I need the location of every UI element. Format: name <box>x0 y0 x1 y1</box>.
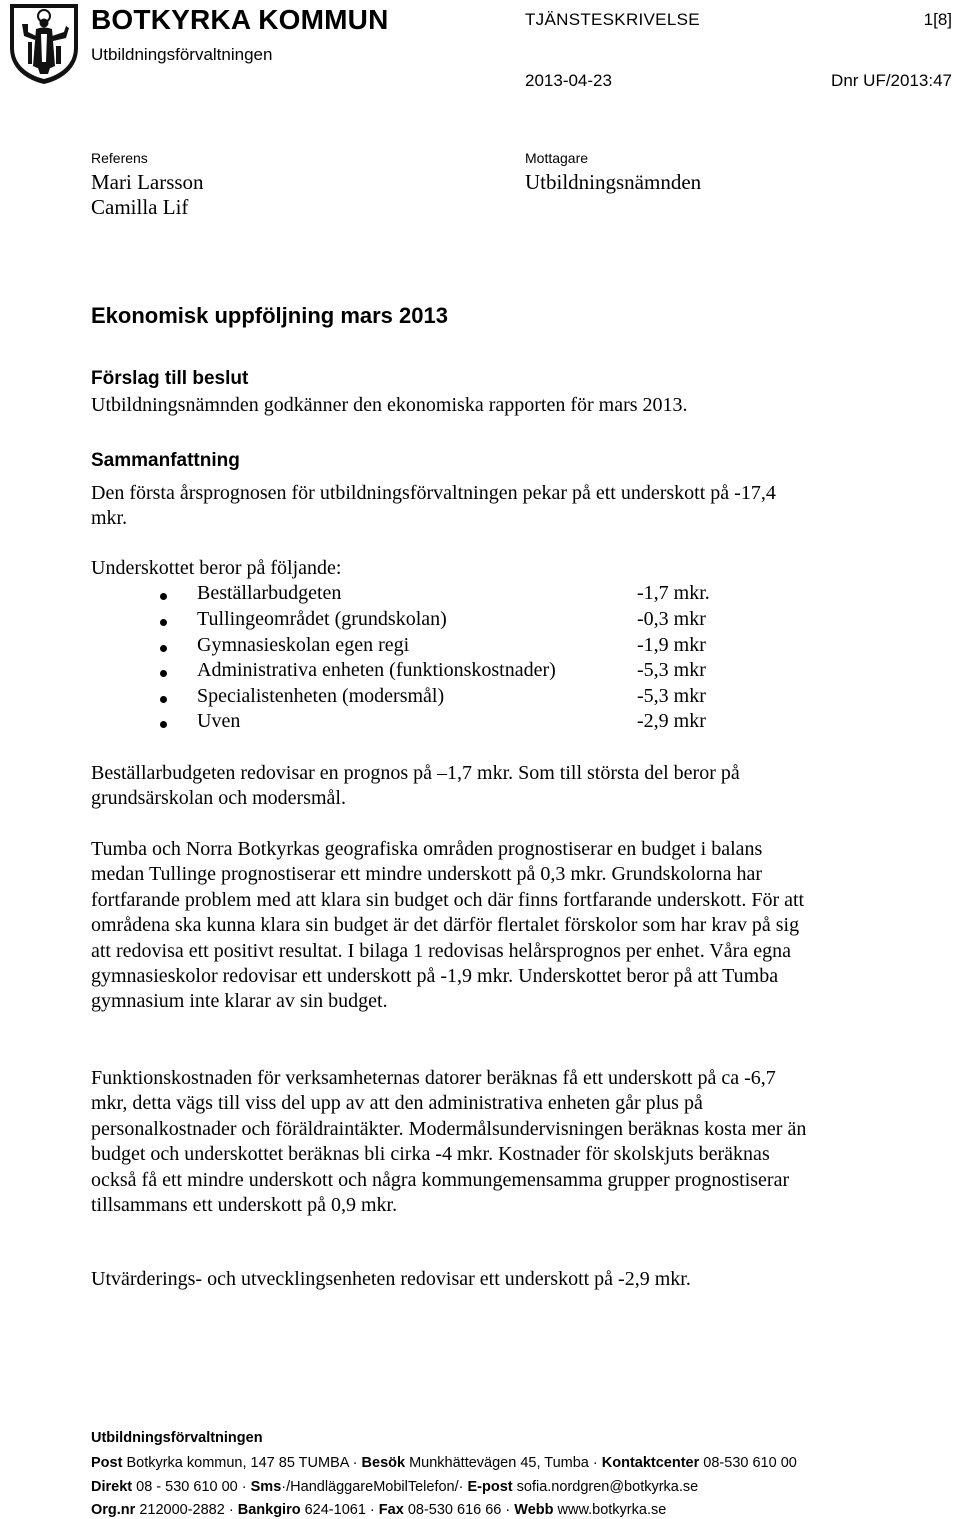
direct-label: Direkt <box>91 1479 133 1495</box>
summary-text: Den första årsprognosen för utbildningsförvaltningen pekar på ett underskott på -17,4 mkr. <box>91 482 776 530</box>
separator: · <box>352 1455 358 1471</box>
bullet-icon <box>160 696 167 703</box>
page-number: 1[8] <box>923 10 952 29</box>
item-amount: -2,9 mkr <box>637 710 706 732</box>
document-date: 2013-04-23 <box>525 71 612 90</box>
body-paragraph: Funktionskostnaden för verksamheternas datorer beräknas få ett underskott på ca -6,7 mkr, detta vägs till viss del upp av att den administrativa enheten går plus på personalkostnader och föräldraintäkter. Modermålsundervisningen beräknas kosta mer än budget och underskottet beräknas bli cirka -4 mkr. Kostnader för skolskjuts beräknas också få ett mindre underskott och några kommungemensamma grupper prognostiserar tillsammans ett underskott på 0,9 mkr. <box>91 1067 807 1217</box>
separator: · <box>458 1479 464 1495</box>
org-value: 212000-2882 <box>139 1502 225 1518</box>
email-label: E-post <box>467 1479 513 1495</box>
department-name: Utbildningsförvaltningen <box>91 45 273 64</box>
footer-address-line <box>91 1455 797 1471</box>
bullet-icon <box>160 670 167 677</box>
bankgiro-label: Bankgiro <box>237 1502 301 1518</box>
document-type: TJÄNSTESKRIVELSE <box>525 10 700 29</box>
bullet-icon <box>160 593 167 600</box>
sms-label: Sms <box>250 1479 282 1495</box>
web-label: Webb <box>514 1502 554 1518</box>
bankgiro-value: 624-1061 <box>304 1502 366 1518</box>
footer-org-line <box>91 1502 666 1518</box>
item-label: Specialistenheten (modersmål) <box>197 685 445 707</box>
item-amount: -0,3 mkr <box>637 608 706 630</box>
web-link[interactable]: www.botkyrka.se <box>557 1502 667 1518</box>
visit-value: Munkhättevägen 45, Tumba <box>409 1455 589 1471</box>
body-paragraph: Tumba och Norra Botkyrkas geografiska områden prognostiserar en budget i balans medan Tullinge prognostiserar ett mindre underskott på 0,3 mkr. Grundskolorna har fortfarande problem med att klara sin budget och där finns fortfarande underskott. För att områdena ska kunna klara sin budget är det därför flertalet förskolor som har krav på sig att redovisa ett positivt resultat. I bilaga 1 redovisas helårsprognos per enhet. Våra egna gymnasieskolor redovisar ett underskott på -1,9 mkr. Underskottet beror på att Tumba gymnasium inte klarar av sin budget. <box>91 838 805 1013</box>
post-label: Post <box>91 1455 123 1471</box>
recipient-name: Utbildningsnämnden <box>525 170 702 194</box>
separator: · <box>281 1479 287 1495</box>
contact-value: 08-530 610 00 <box>703 1455 797 1471</box>
bullet-icon <box>160 619 167 626</box>
item-label: Beställarbudgeten <box>197 582 342 604</box>
item-label: Gymnasieskolan egen regi <box>197 634 410 656</box>
summary-heading: Sammanfattning <box>91 450 240 471</box>
reference-label: Referens <box>91 150 148 166</box>
bullet-icon <box>160 721 167 728</box>
reference-name: Camilla Lif <box>91 195 189 219</box>
visit-label: Besök <box>361 1455 406 1471</box>
footer-contact-line <box>91 1479 698 1495</box>
bullet-icon <box>160 645 167 652</box>
diary-number: Dnr UF/2013:47 <box>831 71 952 90</box>
item-amount: -5,3 mkr <box>637 659 706 681</box>
separator: · <box>592 1455 598 1471</box>
separator: · <box>505 1502 511 1518</box>
proposal-text: Utbildningsnämnden godkänner den ekonomiska rapporten för mars 2013. <box>91 394 688 416</box>
reference-name: Mari Larsson <box>91 170 204 194</box>
item-label: Tullingeområdet (grundskolan) <box>197 608 447 630</box>
item-amount: -1,7 mkr. <box>637 582 710 604</box>
municipality-name: BOTKYRKA KOMMUN <box>91 4 389 35</box>
footer-department: Utbildningsförvaltningen <box>91 1430 263 1446</box>
proposal-heading: Förslag till beslut <box>91 368 249 389</box>
document-title: Ekonomisk uppföljning mars 2013 <box>91 303 448 328</box>
separator: · <box>241 1479 247 1495</box>
item-label: Administrativa enheten (funktionskostnader) <box>197 659 556 681</box>
fax-label: Fax <box>378 1502 404 1518</box>
separator: · <box>228 1502 234 1518</box>
fax-value: 08-530 616 66 <box>407 1502 502 1518</box>
sms-value: /HandläggareMobilTelefon/ <box>286 1479 459 1495</box>
org-label: Org.nr <box>91 1502 136 1518</box>
contact-label: Kontaktcenter <box>601 1455 700 1471</box>
item-label: Uven <box>197 710 241 732</box>
recipient-label: Mottagare <box>525 150 589 166</box>
body-paragraph: Utvärderings- och utvecklingsenheten redovisar ett underskott på -2,9 mkr. <box>91 1268 691 1290</box>
body-paragraph: Beställarbudgeten redovisar en prognos på –1,7 mkr. Som till största del beror på grundsärskolan och modersmål. <box>91 762 740 810</box>
separator: · <box>369 1502 375 1518</box>
direct-value: 08 - 530 610 00 <box>136 1479 238 1495</box>
post-value: Botkyrka kommun, 147 85 TUMBA <box>126 1455 349 1471</box>
municipal-crest-icon <box>8 2 80 86</box>
item-amount: -1,9 mkr <box>637 634 706 656</box>
email-link[interactable]: sofia.nordgren@botkyrka.se <box>516 1479 699 1495</box>
deficit-intro: Underskottet beror på följande: <box>91 557 342 579</box>
item-amount: -5,3 mkr <box>637 685 706 707</box>
